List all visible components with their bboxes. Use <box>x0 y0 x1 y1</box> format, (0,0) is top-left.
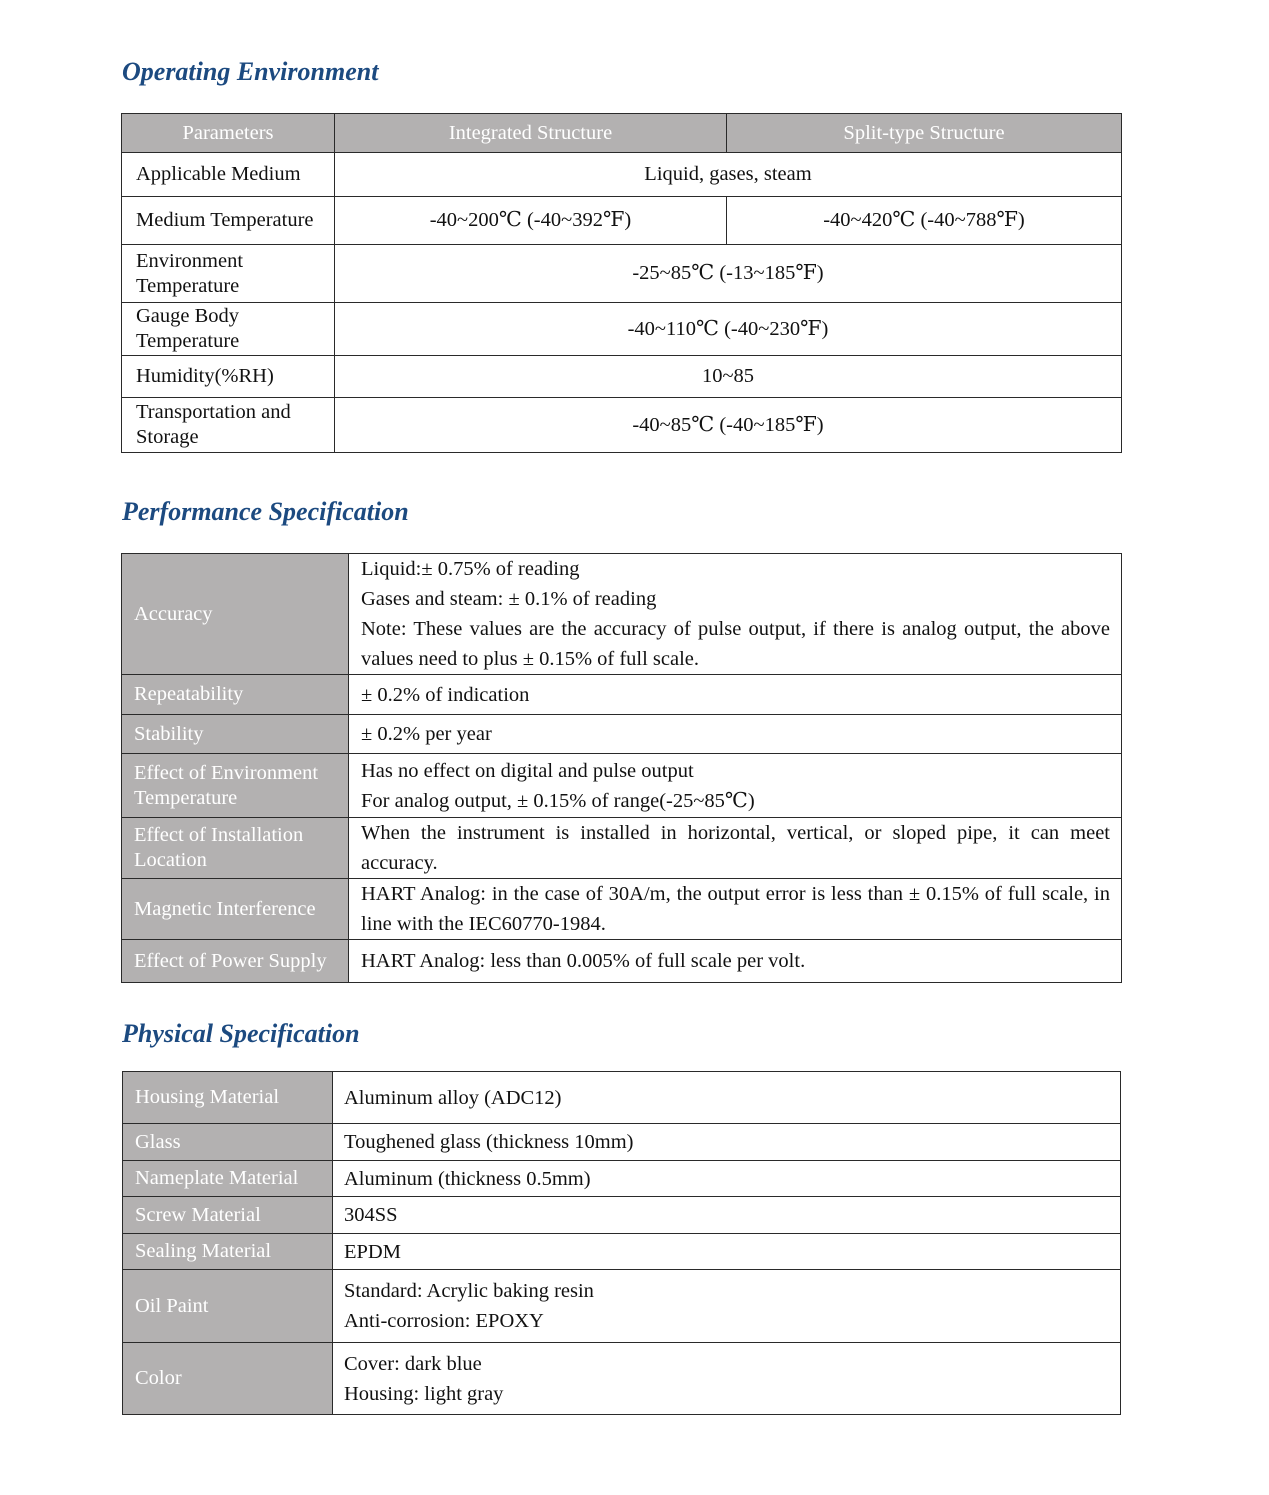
table-row <box>123 1161 1121 1197</box>
value-line: ± 0.2% per year <box>361 723 492 745</box>
row-value-split: -40~420℃ (-40~788℉) <box>727 197 1122 245</box>
row-label: Oil Paint <box>123 1270 333 1343</box>
row-value <box>333 1270 1121 1343</box>
row-value <box>333 1197 1121 1234</box>
value-line: HART Analog: in the case of 30A/m, the output error is less than ± 0.15% of full scale, in line with the IEC60770-1984. <box>361 883 1110 935</box>
row-label: Effect of Installation Location <box>122 818 349 879</box>
table-row <box>122 554 1122 675</box>
table-row <box>122 398 1122 453</box>
value-line: Toughened glass (thickness 10mm) <box>344 1131 634 1153</box>
value-line: Gases and steam: ± 0.1% of reading <box>361 588 657 610</box>
table-row <box>122 879 1122 940</box>
table-row <box>123 1234 1121 1270</box>
value-line: Has no effect on digital and pulse output <box>361 759 694 782</box>
row-label: Housing Material <box>123 1072 333 1124</box>
column-header-parameters: Parameters <box>122 114 335 153</box>
table-row <box>122 356 1122 398</box>
row-value: -25~85℃ (-13~185℉) <box>335 245 1122 303</box>
row-value <box>349 675 1122 715</box>
value-line: ± 0.2% of indication <box>361 683 530 706</box>
operating-environment-table <box>121 113 1122 453</box>
value-line: Aluminum (thickness 0.5mm) <box>344 1167 591 1190</box>
value-line: Cover: dark blue <box>344 1352 482 1375</box>
row-value: 10~85 <box>335 356 1122 398</box>
value-line: For analog output, ± 0.15% of range(-25~85℃) <box>361 789 755 812</box>
section-title-physical-specification: Physical Specification <box>122 1019 360 1048</box>
row-value <box>349 554 1122 675</box>
table-row <box>122 818 1122 879</box>
row-label: Effect of Environment Temperature <box>122 754 349 818</box>
row-value <box>333 1124 1121 1161</box>
row-value <box>333 1343 1121 1415</box>
row-label: Magnetic Interference <box>122 879 349 940</box>
table-row <box>123 1343 1121 1415</box>
column-header-split-type-structure: Split-type Structure <box>727 114 1122 153</box>
row-label: Applicable Medium <box>122 153 335 197</box>
value-line: Housing: light gray <box>344 1382 504 1405</box>
table-row <box>122 197 1122 245</box>
row-value: -40~110℃ (-40~230℉) <box>335 303 1122 356</box>
table-header-row <box>122 114 1122 153</box>
table-row <box>123 1197 1121 1234</box>
row-value <box>349 715 1122 754</box>
performance-specification-table <box>121 553 1122 983</box>
table-row <box>122 153 1122 197</box>
table-row <box>122 245 1122 303</box>
row-value-integrated: -40~200℃ (-40~392℉) <box>335 197 727 245</box>
column-header-integrated-structure: Integrated Structure <box>335 114 727 153</box>
row-value <box>333 1072 1121 1124</box>
row-value: Liquid, gases, steam <box>335 153 1122 197</box>
row-value <box>349 818 1122 879</box>
section-title-operating-environment: Operating Environment <box>122 57 379 86</box>
value-line: Aluminum alloy (ADC12) <box>344 1086 562 1109</box>
row-label: Nameplate Material <box>123 1161 333 1197</box>
row-label: Color <box>123 1343 333 1415</box>
table-row <box>123 1270 1121 1343</box>
table-row <box>122 940 1122 983</box>
value-line: Standard: Acrylic baking resin <box>344 1280 594 1302</box>
row-label: Effect of Power Supply <box>122 940 349 983</box>
section-title-performance-specification: Performance Specification <box>122 497 409 526</box>
physical-specification-table <box>122 1071 1121 1415</box>
row-label: Environment Temperature <box>122 245 335 303</box>
row-label: Stability <box>122 715 349 754</box>
row-value <box>333 1234 1121 1270</box>
row-label: Screw Material <box>123 1197 333 1234</box>
value-line: EPDM <box>344 1240 401 1263</box>
row-label: Glass <box>123 1124 333 1161</box>
row-value <box>349 940 1122 983</box>
table-row <box>122 715 1122 754</box>
value-line: Anti-corrosion: EPOXY <box>344 1310 544 1332</box>
table-row <box>123 1072 1121 1124</box>
value-line: HART Analog: less than 0.005% of full scale per volt. <box>361 950 806 972</box>
row-value <box>349 754 1122 818</box>
value-line: Liquid:± 0.75% of reading <box>361 558 580 580</box>
row-label: Sealing Material <box>123 1234 333 1270</box>
row-value <box>333 1161 1121 1197</box>
table-row <box>122 675 1122 715</box>
row-label: Medium Temperature <box>122 197 335 245</box>
row-label: Transportation and Storage <box>122 398 335 453</box>
table-row <box>122 303 1122 356</box>
table-row <box>122 754 1122 818</box>
value-line: 304SS <box>344 1204 398 1226</box>
row-value: -40~85℃ (-40~185℉) <box>335 398 1122 453</box>
row-label: Humidity(%RH) <box>122 356 335 398</box>
row-value <box>349 879 1122 940</box>
row-label: Repeatability <box>122 675 349 715</box>
row-label: Gauge Body Temperature <box>122 303 335 356</box>
table-row <box>123 1124 1121 1161</box>
value-line: Note: These values are the accuracy of pulse output, if there is analog output, the above values need to plus ± 0.15% of full scale. <box>361 618 1110 670</box>
value-line: When the instrument is installed in horizontal, vertical, or sloped pipe, it can meet accuracy. <box>361 822 1110 874</box>
row-label: Accuracy <box>122 554 349 675</box>
